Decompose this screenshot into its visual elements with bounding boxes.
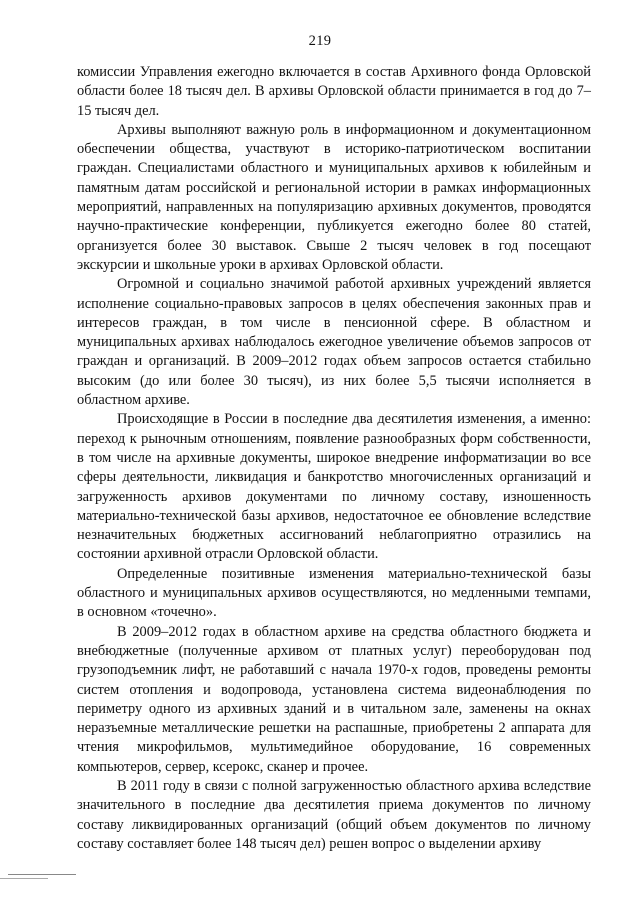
- page-number: 219: [308, 33, 332, 49]
- paragraph-2011: В 2011 году в связи с полной загруженностью областного архива вследствие значительного в последние два десятилетия приема документов по личному составу ликвидированных организаций (общий объем документов по личному составу составляет более 148 тысяч дел) решен вопрос о выделении архиву: [77, 777, 591, 852]
- paragraph-social-requests: Огромной и социально значимой работой архивных учреждений является исполнение социально-правовых запросов в целях обеспечения законных прав и интересов граждан, в том числе в пенсионной сфере. В областном и муниципальных архивах наблюдалось ежегодное увеличение объемов запросов от граждан и организаций. В 2009–2012 годах объем запросов остается стабильно высоким (до или более 30 тысяч), из них более 5,5 тысячи исполняется в областном архиве.: [77, 276, 591, 409]
- paragraph-continuation: комиссии Управления ежегодно включается в состав Архивного фонда Орловской области более 18 тысяч дел. В архивы Орловской области принимается в год до 7–15 тысяч дел.: [77, 64, 591, 119]
- paragraph-changes: Происходящие в России в последние два десятилетия изменения, а именно: переход к рыночным отношениям, появление разнообразных форм собственности, в том числе на архивные документы, широкое внедрение информатизации во все сферы деятельности, ликвидация и банкротство многочисленных организаций и загруженность архивов документами по личному составу, изношенность материально-технической базы архивов, недостаточное ее обновление вследствие незначительных бюджетных ассигнований неблагоприятно отразились на состоянии архивной отрасли Орловской области.: [77, 411, 591, 563]
- scan-artifact-line: [8, 874, 76, 875]
- body-text: [77, 63, 591, 854]
- paragraph-positive-changes: Определенные позитивные изменения материально-технической базы областного и муниципальных архивов осуществляются, но медленными темпами, в основном «точечно».: [77, 565, 591, 621]
- paragraph-archives-role: Архивы выполняют важную роль в информационном и документационном обеспечении общества, участвуют в историко-патриотическом воспитании граждан. Специалистами областного и муниципальных архивов к юбилейным и памятным датам российской и региональной истории в рамках информационных мероприятий, направленных на популяризацию архивных документов, проводятся научно-практические конференции, публикуется ежегодно более 80 статей, организуется более 30 выставок. Свыше 2 тысяч человек в год посещают экскурсии и школьные уроки в архивах Орловской области.: [77, 121, 591, 273]
- scan-artifact-line: [0, 878, 48, 879]
- paragraph-2009-2012: В 2009–2012 годах в областном архиве на средства областного бюджета и внебюджетные (полученные архивом от платных услуг) переоборудован под грузоподъемник лифт, не работавший с начала 1970-х годов, проведены ремонты систем отопления и водопровода, установлена система видеонаблюдения по периметру одного из архивных зданий и в читальном зале, заменены на окнах неразъемные металлические решетки на распашные, приобретены 2 аппарата для чтения микрофильмов, мультимедийное оборудование, 16 современных компьютеров, сервер, ксерокс, сканер и прочее.: [77, 623, 591, 775]
